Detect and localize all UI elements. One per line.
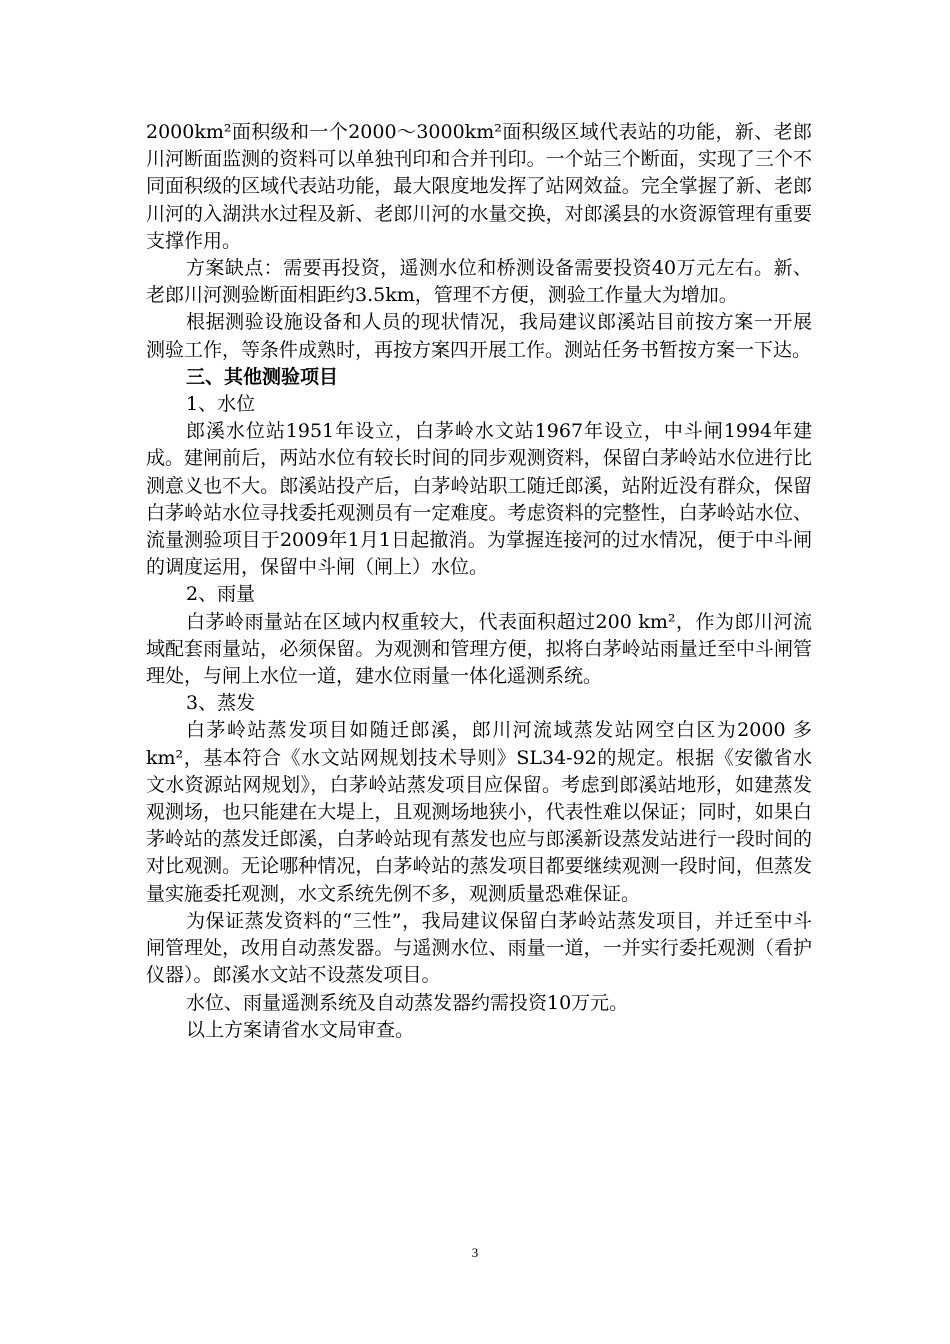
paragraph-closing: 以上方案请省水文局审查。 <box>186 1018 415 1041</box>
paragraph-investment: 水位、雨量遥测系统及自动蒸发器约需投资10万元。 <box>186 991 629 1014</box>
paragraph-plan-drawbacks: 方案缺点：需要再投资，遥测水位和桥测设备需要投资40万元左右。新、老郎川河测验断面相距约3.5km，管理不方便，测验工作量大为增加。 <box>146 257 812 307</box>
paragraph-evaporation: 白茅岭站蒸发项目如随迁郎溪，郎川河流域蒸发站网空白区为2000 多km²，基本符合《水文站网规划技术导则》SL34-92的规定。根据《安徽省水文水资源站网规划》，白茅岭站蒸发项目应保留。考虑到郎溪站地形，如建蒸发观测场，也只能建在大堤上，且观测场地狭小，代表性难以保证；同时，如果白茅岭站的蒸发迁郎溪，白茅岭站现有蒸发也应与郎溪新设蒸发站进行一段时间的对比观测。无论哪种情况，白茅岭站的蒸发项目都要继续观测一段时间，但蒸发量实施委托观测，水文系统先例不多，观测质量恐难保证。 <box>146 719 812 905</box>
section-heading-other-items: 三、其他测验项目 <box>186 365 339 388</box>
paragraph-rainfall: 白茅岭雨量站在区域内权重较大，代表面积超过200 km²，作为郎川河流域配套雨量站，必须保留。为观测和管理方便，拟将白茅岭站雨量迁至中斗闸管理处，与闸上水位一道，建水位雨量一体化遥测系统。 <box>146 610 812 688</box>
paragraph-evaporation-proposal: 为保证蒸发资料的“三性”，我局建议保留白茅岭站蒸发项目，并迁至中斗闸管理处，改用自动蒸发器。与遥测水位、雨量一道，一并实行委托观测（看护仪器）。郎溪水文站不设蒸发项目。 <box>146 909 812 987</box>
subheading-rainfall: 2、雨量 <box>186 583 256 606</box>
paragraph-water-level: 郎溪水位站1951年设立，白茅岭水文站1967年设立，中斗闸1994年建成。建闸前后，两站水位有较长时间的同步观测资料，保留白茅岭站水位进行比测意义也不大。郎溪站投产后，白茅岭站职工随迁郎溪，站附近没有群众，保留白茅岭站水位寻找委托观测员有一定难度。考虑资料的完整性，白茅岭站水位、流量测验项目于2009年1月1日起撤消。为掌握连接河的过水情况，便于中斗闸的调度运用，保留中斗闸（闸上）水位。 <box>146 420 812 579</box>
paragraph-recommendation: 根据测验设施设备和人员的现状情况，我局建议郎溪站目前按方案一开展测验工作，等条件成熟时，再按方案四开展工作。测站任务书暂按方案一下达。 <box>146 311 812 361</box>
subheading-water-level: 1、水位 <box>186 393 256 416</box>
paragraph-continuation: 2000km²面积级和一个2000～3000km²面积级区域代表站的功能，新、老郎川河断面监测的资料可以单独刊印和合并刊印。一个站三个断面，实现了三个不同面积级的区域代表站功能，最大限度地发挥了站网效益。完全掌握了新、老郎川河的入湖洪水过程及新、老郎川河的水量交换，对郎溪县的水资源管理有重要支撑作用。 <box>146 121 812 252</box>
body-text <box>146 119 812 1044</box>
page-number: 3 <box>471 1245 479 1260</box>
subheading-evaporation: 3、蒸发 <box>186 692 256 715</box>
